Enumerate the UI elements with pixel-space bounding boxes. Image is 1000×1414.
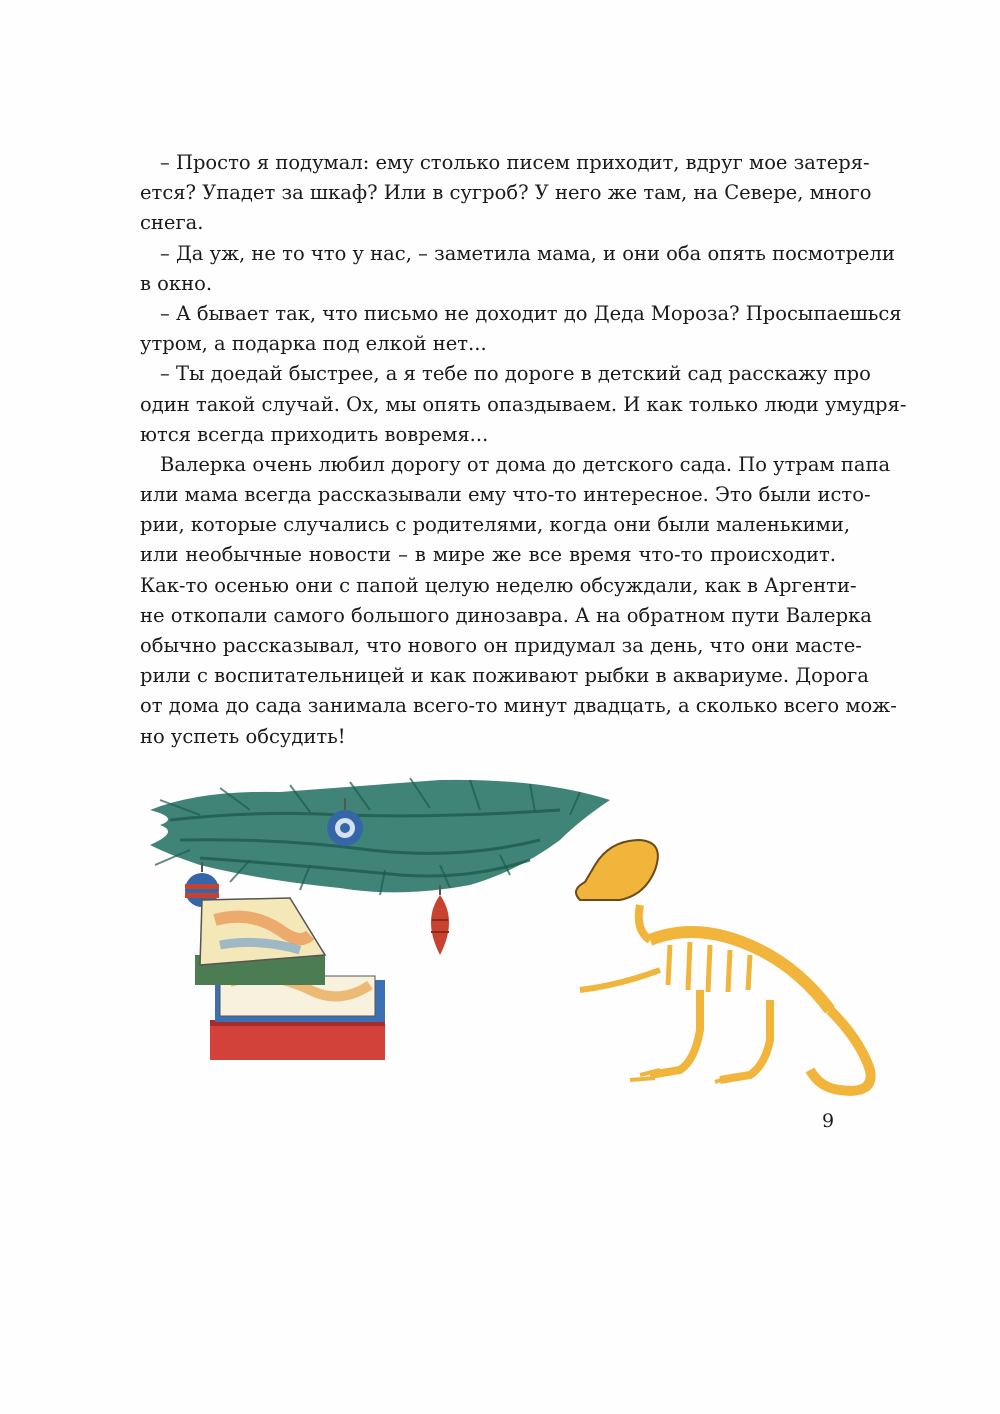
text-line: или необычные новости – в мире же все время что-то происходит. bbox=[140, 543, 836, 567]
text-line: Как-то осенью они с папой целую неделю обсуждали, как в Аргенти- bbox=[140, 573, 857, 597]
text-line: Валерка очень любил дорогу от дома до детского сада. По утрам папа bbox=[160, 452, 891, 476]
text-line: рили с воспитательницей и как поживают рыбки в аквариуме. Дорога bbox=[140, 664, 869, 688]
book-stack bbox=[195, 898, 385, 1060]
text-line: утром, а подарка под елкой нет... bbox=[140, 332, 487, 356]
text-line: обычно рассказывал, что нового он придумал за день, что они масте- bbox=[140, 634, 862, 657]
text-line: но успеть обсудить! bbox=[140, 724, 346, 748]
ornament-red-drop-icon bbox=[431, 885, 449, 955]
text-line: ется? Упадет за шкаф? Или в сугроб? У него же там, на Севере, много bbox=[140, 181, 872, 205]
dinosaur-skeleton bbox=[576, 840, 871, 1091]
text-line: один такой случай. Ох, мы опять опаздываем. И как только люди умудря- bbox=[140, 392, 907, 416]
text-line: не откопали самого большого динозавра. А на обратном пути Валерка bbox=[140, 603, 872, 627]
text-line: – Просто я подумал: ему столько писем приходит, вдруг мое затеря- bbox=[160, 151, 870, 174]
text-line: или мама всегда рассказывали ему что-то интересное. Это были исто- bbox=[140, 483, 871, 507]
story-text bbox=[140, 148, 907, 752]
text-line: рии, которые случались с родителями, когда они были маленькими, bbox=[140, 513, 851, 537]
text-line: ются всегда приходить вовремя... bbox=[140, 422, 489, 446]
text-line: снега. bbox=[140, 211, 204, 235]
text-line: – Ты доедай быстрее, а я тебе по дороге в детский сад расскажу про bbox=[160, 362, 871, 386]
text-line: – Да уж, не то что у нас, – заметила мама, и они оба опять посмотрели bbox=[160, 241, 895, 265]
illustration-tree-books-dinosaur bbox=[140, 770, 900, 1120]
text-line: от дома до сада занимала всего-то минут двадцать, а сколько всего мож- bbox=[140, 694, 897, 718]
text-line: в окно. bbox=[140, 271, 213, 295]
fir-branch bbox=[150, 778, 610, 895]
page-number: 9 bbox=[822, 1110, 835, 1132]
text-line: – А бывает так, что письмо не доходит до Деда Мороза? Просыпаешься bbox=[160, 301, 902, 325]
